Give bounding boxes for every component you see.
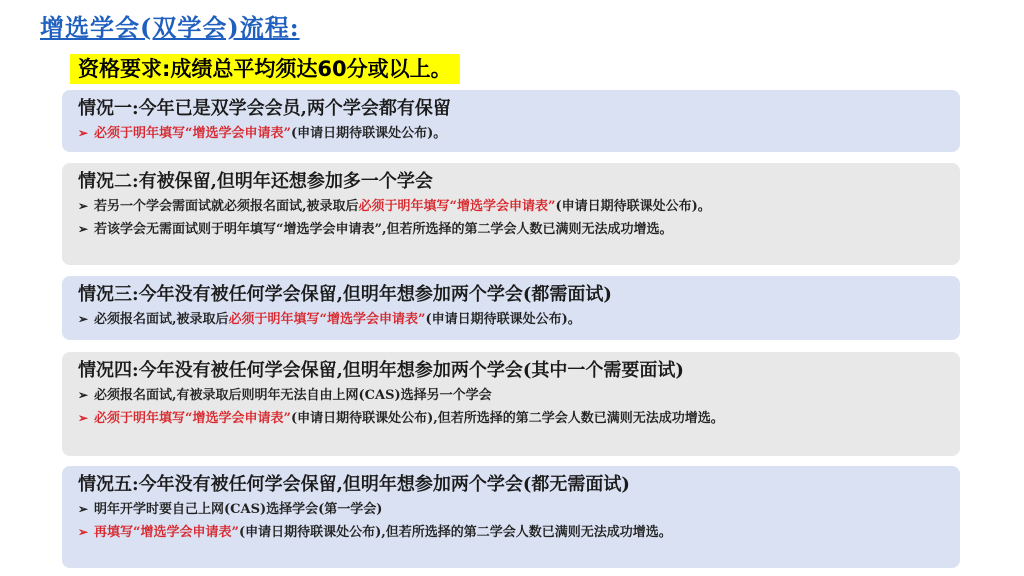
case-description: 今年没有被任何学会保留,但明年想参加两个学会(都无需面试) [138, 474, 630, 495]
case-bullet [78, 384, 946, 407]
case-label: 情况四: [78, 360, 139, 381]
bullet-text: 必须报名面试,被录取后 [94, 312, 229, 327]
case-bullet [78, 308, 946, 331]
bullet-text: 必须报名面试,有被录取后则明年无法自由上网(CAS)选择另一个学会 [94, 388, 492, 403]
arrow-bullet-icon: ➢ [78, 126, 89, 140]
case-heading [78, 472, 946, 498]
arrow-bullet-icon: ➢ [78, 525, 89, 539]
bullet-text: (申请日期待联课处公布),但若所选择的第二学会人数已满则无法成功增选。 [290, 411, 724, 426]
case-bullet [78, 218, 946, 241]
case-heading [78, 282, 946, 308]
case-box-3 [62, 276, 960, 340]
case-bullet [78, 195, 946, 218]
case-box-2 [62, 163, 960, 265]
case-box-5 [62, 466, 960, 568]
case-label: 情况三: [78, 284, 139, 305]
case-heading [78, 96, 946, 122]
case-heading [78, 169, 946, 195]
arrow-bullet-icon: ➢ [78, 222, 89, 236]
bullet-highlight: 再填写“增选学会申请表” [94, 525, 239, 540]
arrow-bullet-icon: ➢ [78, 411, 89, 425]
case-bullet [78, 122, 946, 145]
bullet-text: (申请日期待联课处公布),但若所选择的第二学会人数已满则无法成功增选。 [238, 525, 672, 540]
case-box-1 [62, 90, 960, 152]
case-box-4 [62, 352, 960, 456]
bullet-text: (申请日期待联课处公布)。 [425, 312, 581, 327]
case-heading [78, 358, 946, 384]
arrow-bullet-icon: ➢ [78, 199, 89, 213]
arrow-bullet-icon: ➢ [78, 502, 89, 516]
case-description: 有被保留,但明年还想参加多一个学会 [138, 171, 433, 192]
bullet-text: (申请日期待联课处公布)。 [555, 199, 711, 214]
case-label: 情况二: [78, 171, 139, 192]
case-label: 情况五: [78, 474, 139, 495]
case-bullet [78, 498, 946, 521]
bullet-text: 若该学会无需面试则于明年填写“增选学会申请表”,但若所选择的第二学会人数已满则无法成功增选。 [94, 222, 673, 237]
case-description: 今年已是双学会会员,两个学会都有保留 [138, 98, 451, 119]
case-label: 情况一: [78, 98, 139, 119]
bullet-text: (申请日期待联课处公布)。 [290, 126, 447, 141]
page-title: 增选学会(双学会)流程: [40, 13, 300, 42]
case-description: 今年没有被任何学会保留,但明年想参加两个学会(其中一个需要面试) [138, 360, 684, 381]
case-bullet [78, 407, 946, 430]
bullet-highlight: 必须于明年填写“增选学会申请表” [94, 411, 291, 426]
requirement-banner: 资格要求:成绩总平均须达60分或以上。 [70, 54, 460, 84]
case-description: 今年没有被任何学会保留,但明年想参加两个学会(都需面试) [138, 284, 612, 305]
case-bullet [78, 521, 946, 544]
bullet-highlight: 必须于明年填写“增选学会申请表” [358, 199, 556, 214]
bullet-highlight: 必须于明年填写“增选学会申请表” [94, 126, 291, 141]
bullet-text: 明年开学时要自己上网(CAS)选择学会(第一学会) [94, 502, 383, 517]
bullet-highlight: 必须于明年填写“增选学会申请表” [228, 312, 426, 327]
bullet-text: 若另一个学会需面试就必须报名面试,被录取后 [94, 199, 359, 214]
arrow-bullet-icon: ➢ [78, 388, 89, 402]
arrow-bullet-icon: ➢ [78, 312, 89, 326]
